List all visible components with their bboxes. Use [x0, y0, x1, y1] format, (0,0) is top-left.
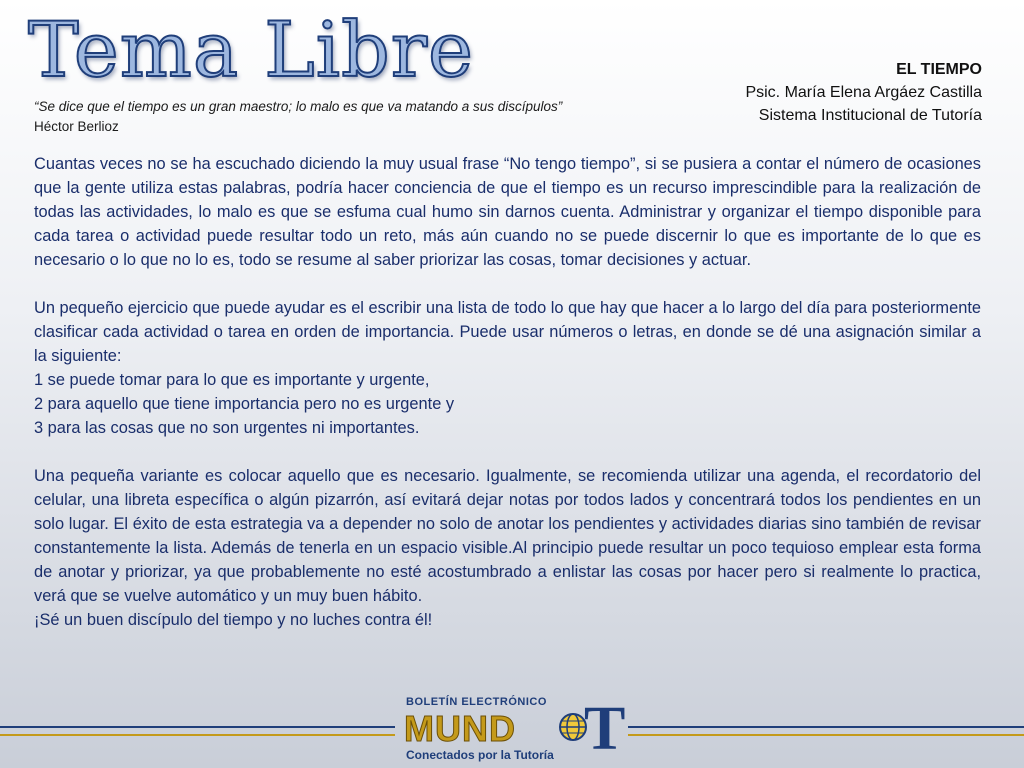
paragraph-3: Una pequeña variante es colocar aquello que es necesario. Igualmente, se recomienda utilizar una agenda, el recordatorio del celular, una libreta específica o algún pizarrón, así evitará dejar notas por todos lados y concentrará todos los pendientes en un solo lugar. El éxito de esta estrategia va a depender no solo de anotar los pendientes y actividades diarias sino también de revisar constantemente la lista. Además de tenerla en un espacio visible.Al principio puede resultar un poco tequioso emplear esta forma de anotar y priorizar, ya que probablemente no esté acostumbrado a enlistar las cosas por hacer pero si realmente lo practica, verá que se vuelve automático y un muy buen hábito.: [34, 467, 981, 605]
epigraph-quote: “Se dice que el tiempo es un gran maestro; lo malo es que va matando a sus discípulos”: [34, 99, 563, 114]
article-header: [745, 58, 982, 127]
article-organization: Sistema Institucional de Tutoría: [758, 107, 982, 124]
list-item: 3 para las cosas que no son urgentes ni importantes.: [34, 419, 420, 437]
article-title: EL TIEMPO: [896, 61, 982, 78]
tema-libre-logo: Tema Libre: [28, 5, 475, 94]
footer-rule-left: [0, 726, 395, 736]
closing-line: ¡Sé un buen discípulo del tiempo y no luches contra él!: [34, 611, 433, 629]
paragraph-2: Un pequeño ejercicio que puede ayudar es el escribir una lista de todo lo que hay que hacer a lo largo del día para posteriormente clasificar cada actividad o tarea en orden de importancia. Puede usar números o letras, en donde se dé una asignación similar a la siguiente:: [34, 299, 981, 365]
article-body: [34, 152, 981, 632]
footer-brand-t: T: [584, 695, 626, 763]
article-author: Psic. María Elena Argáez Castilla: [745, 84, 982, 101]
footer-tagline: Conectados por la Tutoría: [406, 748, 554, 762]
epigraph-author: Héctor Berlioz: [34, 119, 119, 134]
footer-kicker: BOLETÍN ELECTRÓNICO: [406, 696, 547, 708]
paragraph-1: Cuantas veces no se ha escuchado diciendo la muy usual frase “No tengo tiempo”, si se pusiera a contar el número de ocasiones que la gente utiliza estas palabras, podría hacer conciencia de que el tiempo es un recurso imprescindible para la realización de todas las actividades, lo malo es que se esfuma cual humo sin darnos cuenta. Administrar y organizar el tiempo disponible para cada tarea o actividad puede resultar todo un reto, más aún cuando no se puede discernir lo que es importante de lo que es necesario o lo que no lo es, todo se resume al saber priorizar las cosas, tomar decisiones y actuar.: [34, 155, 981, 269]
list-item: 1 se puede tomar para lo que es importante y urgente,: [34, 371, 430, 389]
list-item: 2 para aquello que tiene importancia pero no es urgente y: [34, 395, 455, 413]
footer-banner: [0, 690, 1024, 768]
footer-brand: MUND: [404, 708, 516, 749]
footer-rule-right: [628, 726, 1024, 736]
